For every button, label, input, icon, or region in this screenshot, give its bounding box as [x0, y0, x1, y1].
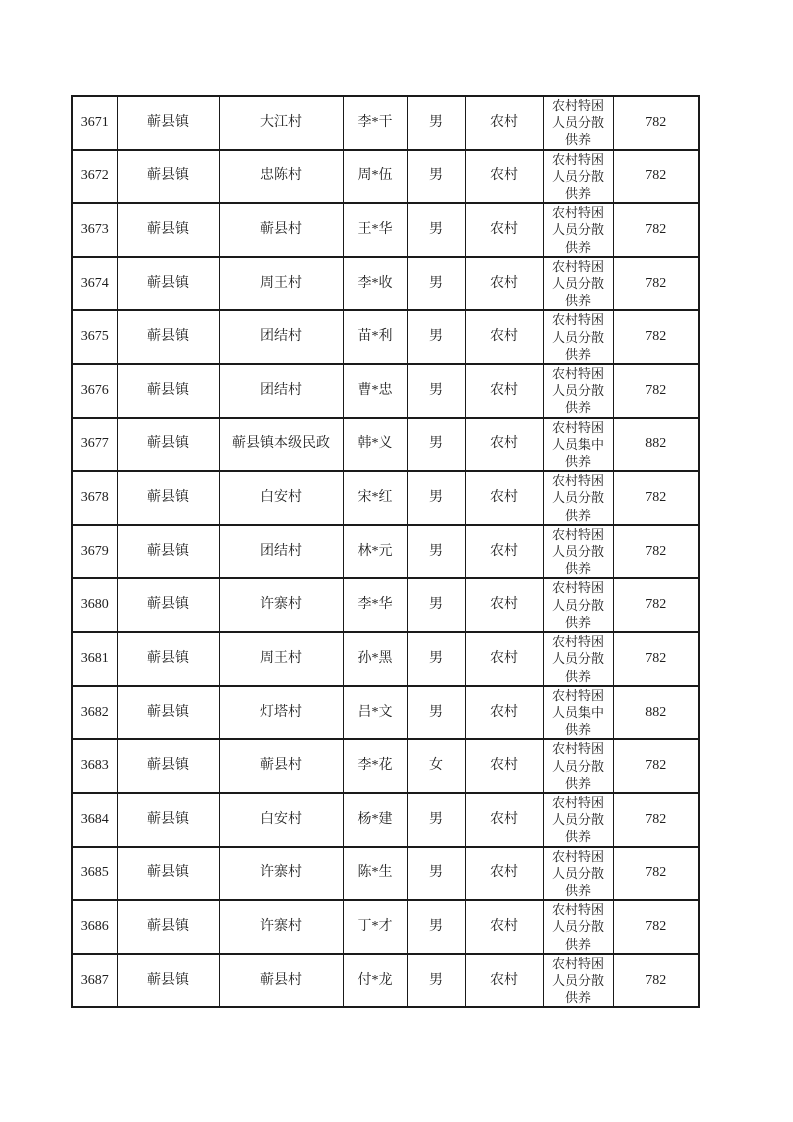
- cell-subsidy-category: 农村特困人员分散供养: [543, 739, 613, 793]
- cell-town: 蕲县镇: [117, 525, 219, 579]
- table-row: [72, 739, 699, 793]
- table-row: [72, 525, 699, 579]
- cell-area-type: 农村: [465, 96, 543, 150]
- cell-subsidy-category: 农村特困人员集中供养: [543, 686, 613, 740]
- cell-town: 蕲县镇: [117, 739, 219, 793]
- cell-amount: 882: [613, 418, 699, 472]
- cell-town: 蕲县镇: [117, 793, 219, 847]
- table-row: [72, 632, 699, 686]
- table-row: [72, 203, 699, 257]
- cell-subsidy-category: 农村特困人员分散供养: [543, 793, 613, 847]
- cell-serial-number: 3680: [72, 578, 117, 632]
- cell-town: 蕲县镇: [117, 954, 219, 1008]
- cell-amount: 882: [613, 686, 699, 740]
- cell-village: 许寨村: [219, 900, 343, 954]
- cell-village: 蕲县村: [219, 954, 343, 1008]
- cell-area-type: 农村: [465, 632, 543, 686]
- cell-serial-number: 3672: [72, 150, 117, 204]
- cell-subsidy-category: 农村特困人员分散供养: [543, 150, 613, 204]
- cell-area-type: 农村: [465, 257, 543, 311]
- cell-gender: 男: [407, 632, 465, 686]
- cell-area-type: 农村: [465, 739, 543, 793]
- cell-gender: 男: [407, 203, 465, 257]
- table-row: [72, 686, 699, 740]
- table-row: [72, 364, 699, 418]
- cell-village: 蕲县镇本级民政: [219, 418, 343, 472]
- cell-serial-number: 3681: [72, 632, 117, 686]
- cell-village: 白安村: [219, 471, 343, 525]
- cell-gender: 男: [407, 418, 465, 472]
- cell-subsidy-category: 农村特困人员分散供养: [543, 525, 613, 579]
- cell-area-type: 农村: [465, 847, 543, 901]
- cell-gender: 男: [407, 364, 465, 418]
- cell-serial-number: 3676: [72, 364, 117, 418]
- cell-amount: 782: [613, 739, 699, 793]
- cell-town: 蕲县镇: [117, 578, 219, 632]
- cell-gender: 男: [407, 150, 465, 204]
- cell-town: 蕲县镇: [117, 310, 219, 364]
- cell-person-name: 韩*义: [343, 418, 407, 472]
- cell-gender: 女: [407, 739, 465, 793]
- cell-person-name: 苗*利: [343, 310, 407, 364]
- cell-amount: 782: [613, 203, 699, 257]
- table-row: [72, 471, 699, 525]
- cell-village: 周王村: [219, 257, 343, 311]
- cell-serial-number: 3673: [72, 203, 117, 257]
- cell-person-name: 曹*忠: [343, 364, 407, 418]
- cell-amount: 782: [613, 578, 699, 632]
- cell-amount: 782: [613, 525, 699, 579]
- table-row: [72, 578, 699, 632]
- cell-serial-number: 3685: [72, 847, 117, 901]
- cell-amount: 782: [613, 150, 699, 204]
- table-row: [72, 257, 699, 311]
- cell-town: 蕲县镇: [117, 96, 219, 150]
- cell-gender: 男: [407, 954, 465, 1008]
- cell-person-name: 李*收: [343, 257, 407, 311]
- cell-village: 许寨村: [219, 578, 343, 632]
- cell-subsidy-category: 农村特困人员集中供养: [543, 418, 613, 472]
- cell-village: 灯塔村: [219, 686, 343, 740]
- cell-amount: 782: [613, 793, 699, 847]
- cell-serial-number: 3675: [72, 310, 117, 364]
- cell-area-type: 农村: [465, 310, 543, 364]
- cell-amount: 782: [613, 364, 699, 418]
- cell-town: 蕲县镇: [117, 686, 219, 740]
- cell-subsidy-category: 农村特困人员分散供养: [543, 203, 613, 257]
- cell-village: 大江村: [219, 96, 343, 150]
- cell-town: 蕲县镇: [117, 632, 219, 686]
- cell-village: 团结村: [219, 525, 343, 579]
- cell-area-type: 农村: [465, 203, 543, 257]
- cell-village: 团结村: [219, 364, 343, 418]
- cell-subsidy-category: 农村特困人员分散供养: [543, 632, 613, 686]
- cell-village: 许寨村: [219, 847, 343, 901]
- cell-subsidy-category: 农村特困人员分散供养: [543, 578, 613, 632]
- roster-table: [71, 95, 700, 1008]
- cell-area-type: 农村: [465, 578, 543, 632]
- cell-person-name: 林*元: [343, 525, 407, 579]
- cell-area-type: 农村: [465, 793, 543, 847]
- cell-serial-number: 3687: [72, 954, 117, 1008]
- cell-gender: 男: [407, 847, 465, 901]
- cell-area-type: 农村: [465, 686, 543, 740]
- cell-area-type: 农村: [465, 418, 543, 472]
- cell-subsidy-category: 农村特困人员分散供养: [543, 954, 613, 1008]
- cell-gender: 男: [407, 686, 465, 740]
- cell-person-name: 付*龙: [343, 954, 407, 1008]
- cell-person-name: 宋*红: [343, 471, 407, 525]
- cell-town: 蕲县镇: [117, 257, 219, 311]
- cell-gender: 男: [407, 900, 465, 954]
- cell-person-name: 吕*文: [343, 686, 407, 740]
- cell-serial-number: 3684: [72, 793, 117, 847]
- cell-village: 周王村: [219, 632, 343, 686]
- cell-gender: 男: [407, 96, 465, 150]
- cell-gender: 男: [407, 793, 465, 847]
- cell-village: 蕲县村: [219, 739, 343, 793]
- table-row: [72, 847, 699, 901]
- cell-town: 蕲县镇: [117, 418, 219, 472]
- cell-subsidy-category: 农村特困人员分散供养: [543, 847, 613, 901]
- cell-subsidy-category: 农村特困人员分散供养: [543, 471, 613, 525]
- cell-area-type: 农村: [465, 150, 543, 204]
- cell-amount: 782: [613, 900, 699, 954]
- cell-town: 蕲县镇: [117, 364, 219, 418]
- cell-amount: 782: [613, 954, 699, 1008]
- cell-person-name: 杨*建: [343, 793, 407, 847]
- cell-gender: 男: [407, 578, 465, 632]
- cell-amount: 782: [613, 257, 699, 311]
- cell-area-type: 农村: [465, 900, 543, 954]
- cell-person-name: 李*华: [343, 578, 407, 632]
- table-row: [72, 954, 699, 1008]
- cell-area-type: 农村: [465, 471, 543, 525]
- cell-subsidy-category: 农村特困人员分散供养: [543, 96, 613, 150]
- cell-person-name: 陈*生: [343, 847, 407, 901]
- cell-gender: 男: [407, 525, 465, 579]
- cell-serial-number: 3678: [72, 471, 117, 525]
- cell-area-type: 农村: [465, 954, 543, 1008]
- cell-serial-number: 3683: [72, 739, 117, 793]
- table-row: [72, 418, 699, 472]
- cell-amount: 782: [613, 96, 699, 150]
- cell-serial-number: 3679: [72, 525, 117, 579]
- cell-town: 蕲县镇: [117, 471, 219, 525]
- roster-table-body: [72, 96, 699, 1007]
- cell-amount: 782: [613, 471, 699, 525]
- cell-area-type: 农村: [465, 364, 543, 418]
- cell-subsidy-category: 农村特困人员分散供养: [543, 310, 613, 364]
- cell-subsidy-category: 农村特困人员分散供养: [543, 900, 613, 954]
- cell-gender: 男: [407, 471, 465, 525]
- cell-gender: 男: [407, 310, 465, 364]
- cell-serial-number: 3677: [72, 418, 117, 472]
- cell-town: 蕲县镇: [117, 847, 219, 901]
- cell-town: 蕲县镇: [117, 203, 219, 257]
- cell-person-name: 丁*才: [343, 900, 407, 954]
- cell-town: 蕲县镇: [117, 150, 219, 204]
- table-row: [72, 900, 699, 954]
- cell-subsidy-category: 农村特困人员分散供养: [543, 364, 613, 418]
- table-row: [72, 310, 699, 364]
- cell-person-name: 周*伍: [343, 150, 407, 204]
- cell-area-type: 农村: [465, 525, 543, 579]
- cell-person-name: 王*华: [343, 203, 407, 257]
- cell-serial-number: 3671: [72, 96, 117, 150]
- cell-amount: 782: [613, 632, 699, 686]
- cell-village: 白安村: [219, 793, 343, 847]
- cell-serial-number: 3682: [72, 686, 117, 740]
- cell-subsidy-category: 农村特困人员分散供养: [543, 257, 613, 311]
- cell-gender: 男: [407, 257, 465, 311]
- table-row: [72, 793, 699, 847]
- cell-town: 蕲县镇: [117, 900, 219, 954]
- cell-village: 蕲县村: [219, 203, 343, 257]
- cell-amount: 782: [613, 847, 699, 901]
- cell-person-name: 孙*黑: [343, 632, 407, 686]
- cell-amount: 782: [613, 310, 699, 364]
- table-row: [72, 96, 699, 150]
- table-row: [72, 150, 699, 204]
- cell-person-name: 李*干: [343, 96, 407, 150]
- cell-village: 忠陈村: [219, 150, 343, 204]
- cell-serial-number: 3686: [72, 900, 117, 954]
- cell-village: 团结村: [219, 310, 343, 364]
- cell-person-name: 李*花: [343, 739, 407, 793]
- cell-serial-number: 3674: [72, 257, 117, 311]
